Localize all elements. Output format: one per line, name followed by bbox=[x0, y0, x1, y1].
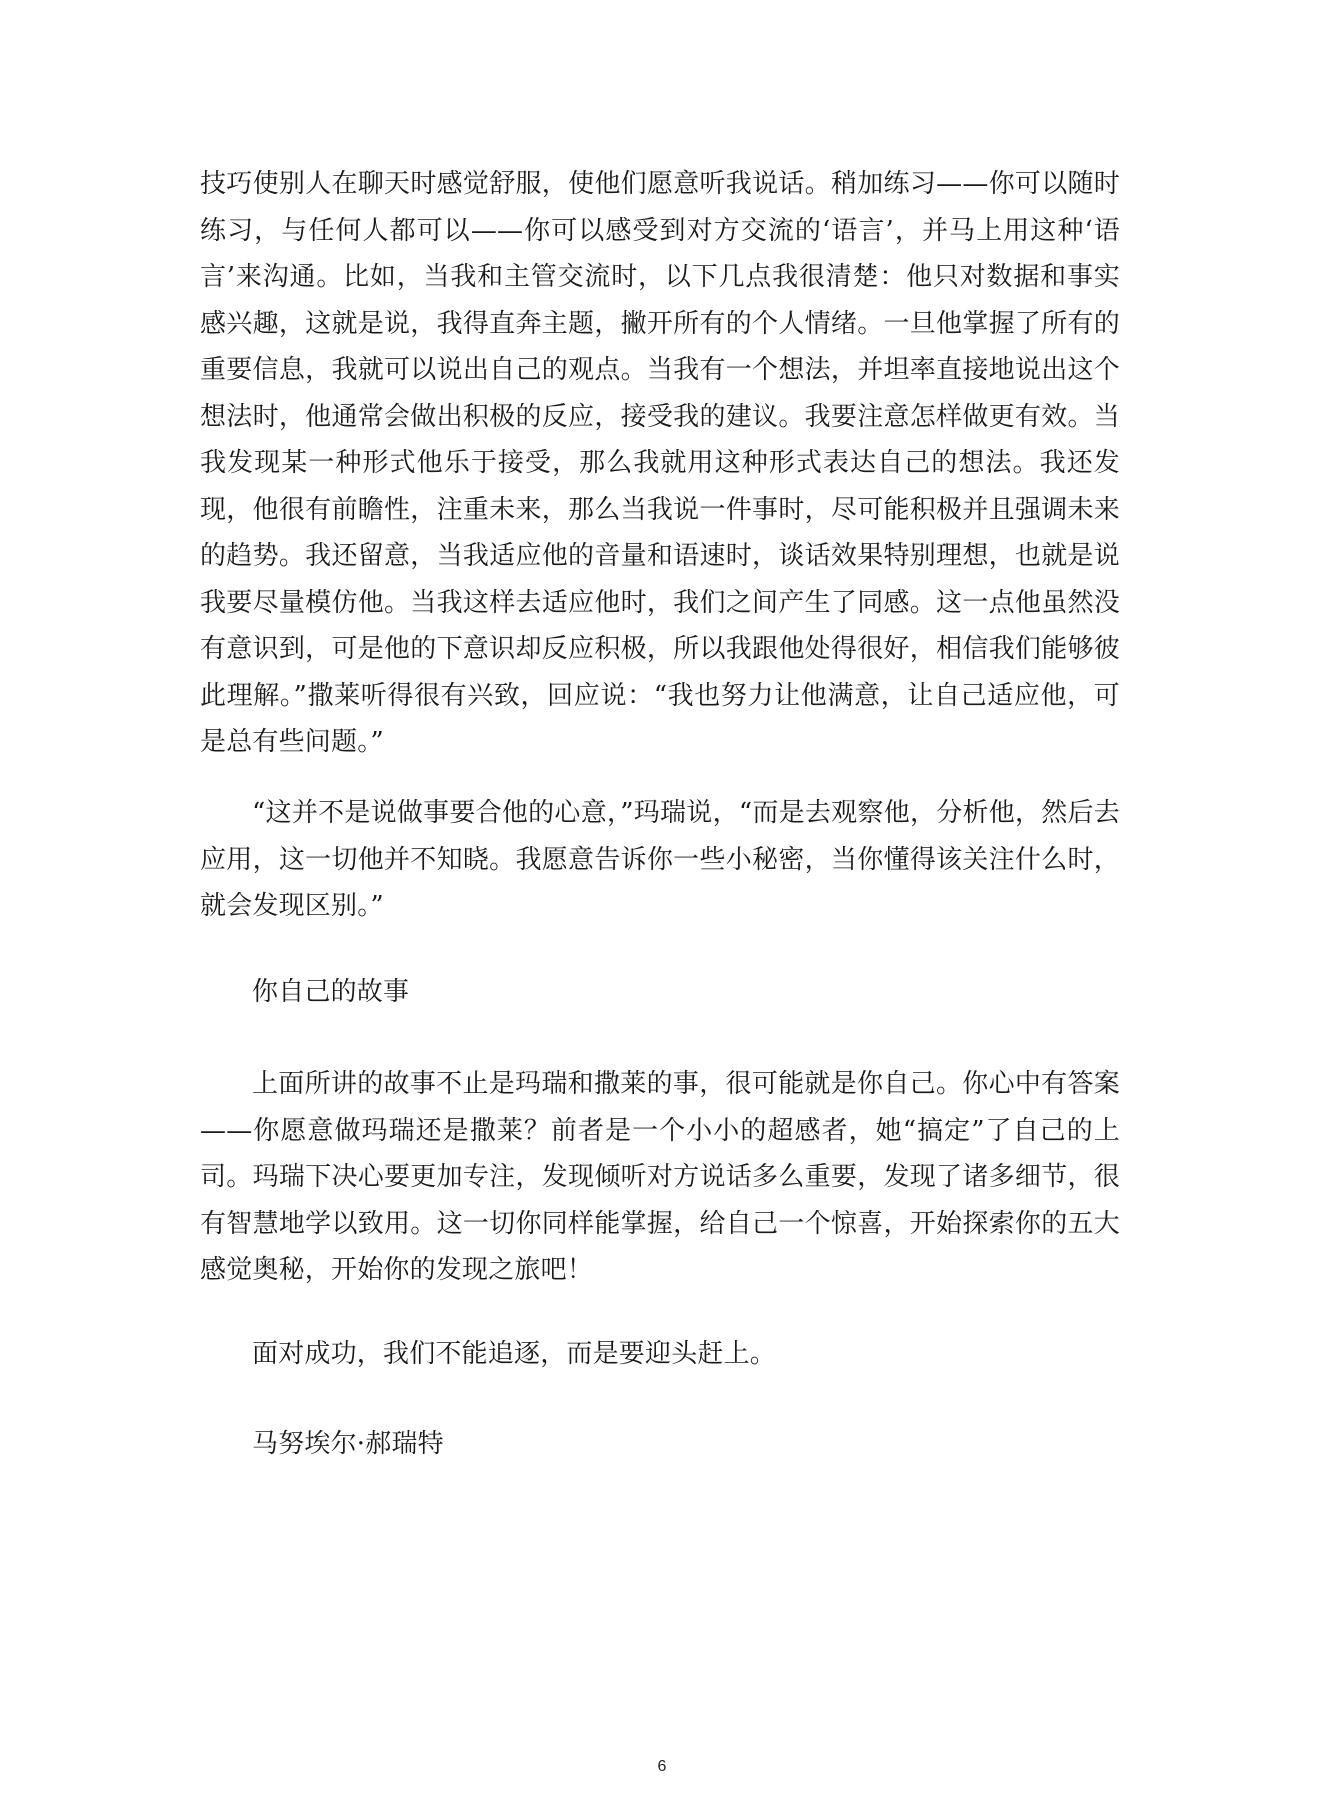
section-heading-your-story: 你自己的故事 bbox=[252, 977, 410, 1007]
quote-success: 面对成功，我们不能追逐，而是要迎头赶上。 bbox=[252, 1339, 777, 1369]
paragraph-mary-reply: “这并不是说做事要合他的心意，”玛瑞说，“而是去观察他，分析他，然后去应用，这一切他并不知晓。我愿意告诉你一些小秘密，当你懂得该关注什么时，就会发现区别。” bbox=[200, 798, 1120, 921]
page-number: 6 bbox=[657, 1758, 667, 1775]
quote-author: 马努埃尔·郝瑞特 bbox=[252, 1429, 444, 1459]
paragraph-conversation: 技巧使别人在聊天时感觉舒服，使他们愿意听我说话。稍加练习——你可以随时练习，与任何人都可以——你可以感受到对方交流的‘语言’，并马上用这种‘语言’来沟通。比如，当我和主管交流时，以下几点我很清楚：他只对数据和事实感兴趣，这就是说，我得直奔主题，撇开所有的个人情绪。一旦他掌握了所有的重要信息，我就可以说出自己的观点。当我有一个想法，并坦率直接地说出这个想法时，他通常会做出积极的反应，接受我的建议。我要注意怎样做更有效。当我发现某一种形式他乐于接受，那么我就用这种形式表达自己的想法。我还发现，他很有前瞻性，注重未来，那么当我说一件事时，尽可能积极并且强调未来的趋势。我还留意，当我适应他的音量和语速时，谈话效果特别理想，也就是说我要尽量模仿他。当我这样去适应他时，我们之间产生了同感。这一点他虽然没有意识到，可是他的下意识却反应积极，所以我跟他处得很好，相信我们能够彼此理解。”撒莱听得很有兴致，回应说：“我也努力让他满意，让自己适应他，可是总有些问题。” bbox=[200, 169, 1120, 757]
paragraph-your-story: 上面所讲的故事不止是玛瑞和撒莱的事，很可能就是你自己。你心中有答案——你愿意做玛瑞还是撒莱？前者是一个小小的超感者，她“搞定”了自己的上司。玛瑞下决心要更加专注，发现倾听对方说话多么重要，发现了诸多细节，很有智慧地学以致用。这一切你同样能掌握，给自己一个惊喜，开始探索你的五大感觉奥秘，开始你的发现之旅吧！ bbox=[200, 1069, 1120, 1285]
